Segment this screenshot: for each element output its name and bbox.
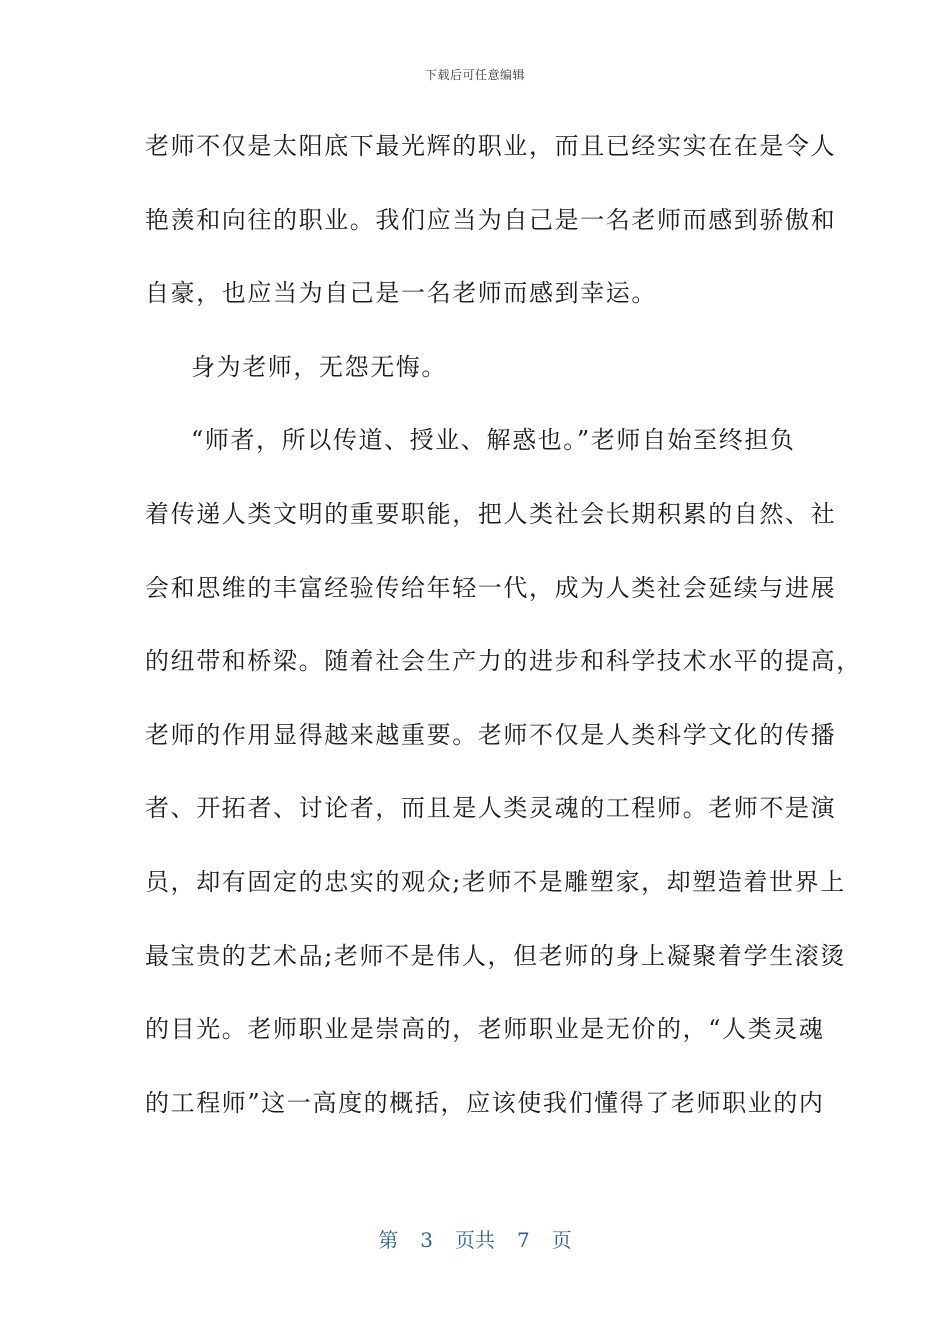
page-suffix: 页共: [455, 1228, 495, 1252]
document-body: [145, 120, 862, 1150]
page-label: 第: [378, 1228, 399, 1252]
total-pages: 7: [517, 1228, 530, 1252]
text-line: 老师不仅是太阳底下最光辉的职业，而且已经实实在在是令人: [145, 132, 837, 160]
text-line: 的工程师”这一高度的概括，应该使我们懂得了老师职业的内: [145, 1088, 825, 1117]
text-line: 着传递人类文明的重要职能，把人类社会长期积累的自然、社: [145, 499, 837, 528]
text-line: 最宝贵的艺术品;老师不是伟人，但老师的身上凝聚着学生滚烫: [145, 941, 846, 970]
page-header: 下载后可任意编辑: [424, 68, 525, 82]
page-footer: [0, 1224, 950, 1253]
text-line: 艳羡和向往的职业。我们应当为自己是一名老师而感到骄傲和: [145, 205, 837, 234]
text-line: 员，却有固定的忠实的观众;老师不是雕塑家，却塑造着世界上: [145, 867, 846, 896]
text-line: 自豪，也应当为自己是一名老师而感到幸运。: [145, 279, 657, 308]
text-line: 者、开拓者、讨论者，而且是人类灵魂的工程师。老师不是演: [145, 794, 837, 823]
text-line: 的目光。老师职业是崇高的，老师职业是无价的，“人类灵魂: [145, 1015, 825, 1044]
total-suffix: 页: [551, 1228, 572, 1252]
text-line: 的纽带和桥梁。随着社会生产力的进步和科学技术水平的提高，: [145, 647, 862, 676]
text-line: 身为老师，无怨无悔。: [191, 352, 447, 381]
page-number: 3: [420, 1228, 433, 1252]
text-line: “师者，所以传道、授业、解惑也。”老师自始至终担负: [191, 426, 796, 455]
text-line: 会和思维的丰富经验传给年轻一代，成为人类社会延续与进展: [145, 573, 837, 602]
text-line: 老师的作用显得越来越重要。老师不仅是人类科学文化的传播: [145, 720, 837, 749]
